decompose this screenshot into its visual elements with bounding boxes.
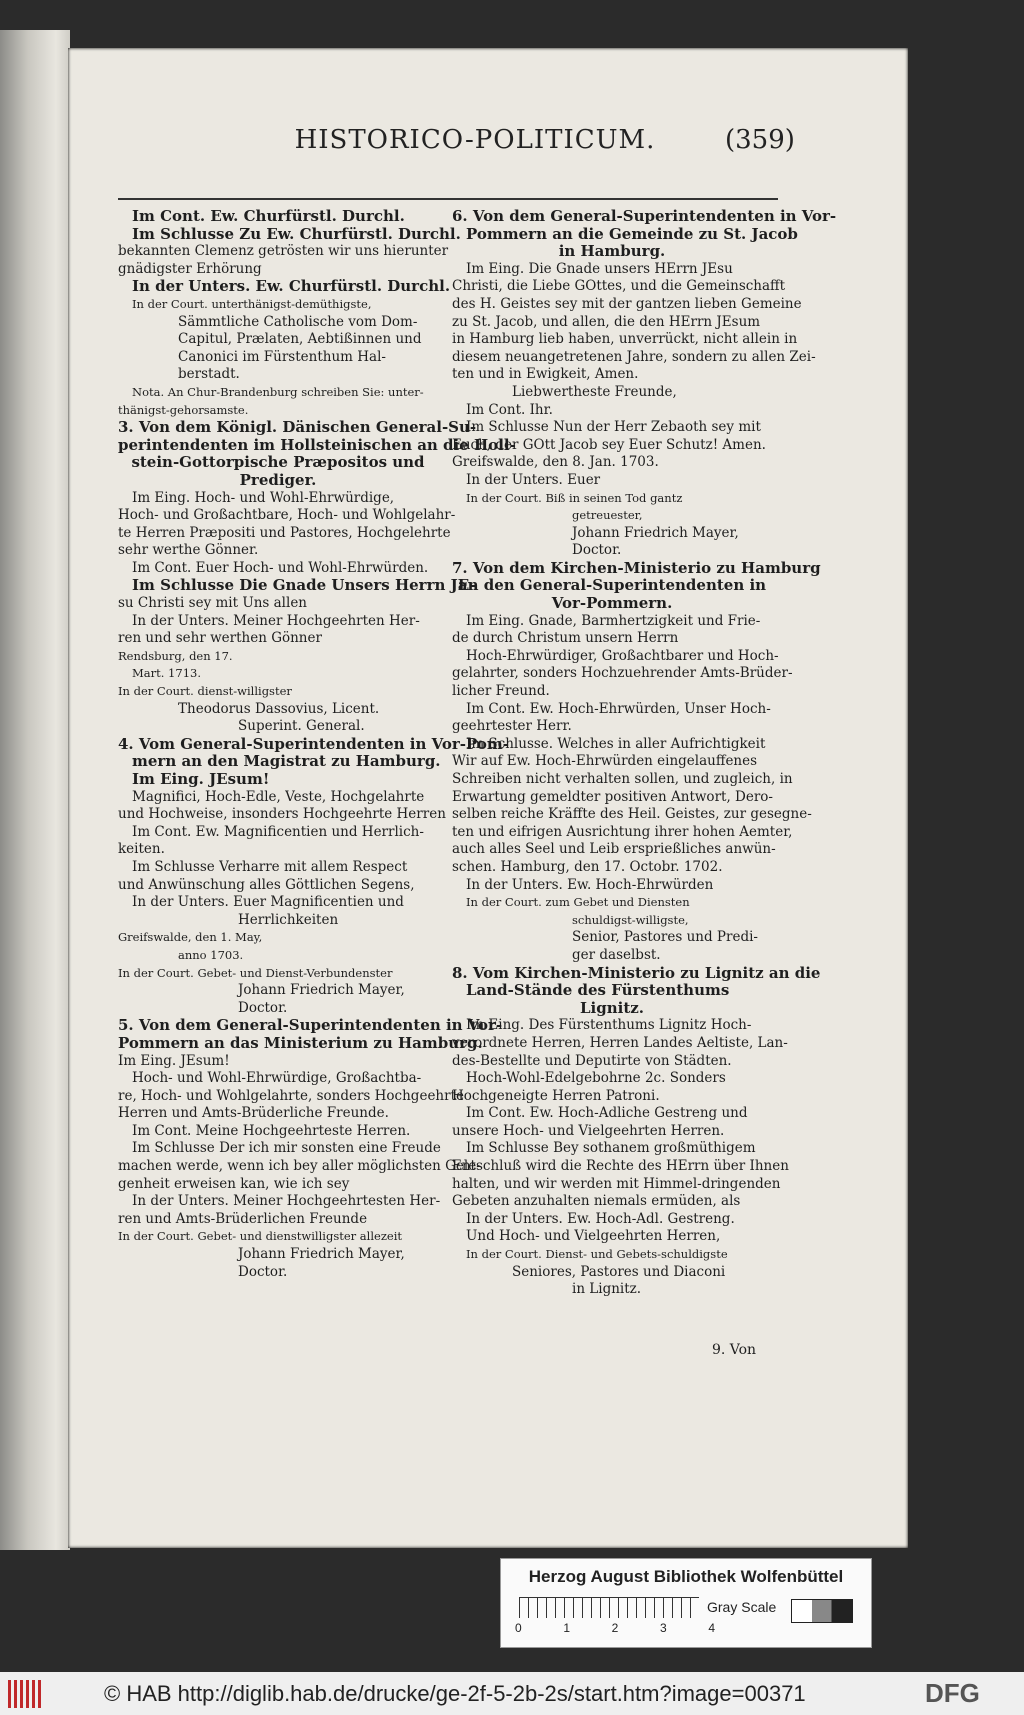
text-line: Im Cont. Ew. Hoch-Ehrwürden, Unser Hoch- — [466, 700, 771, 717]
catchword: 9. Von — [712, 1342, 757, 1358]
text-line: in Lignitz. — [572, 1281, 642, 1298]
book-spine — [0, 30, 70, 1550]
text-line: licher Freund. — [452, 683, 550, 700]
text-line: In der Court. Gebet- und Dienst-Verbundenster — [118, 965, 393, 980]
text-line: Liebwertheste Freunde, — [512, 383, 677, 400]
text-line: Theodorus Dassovius, Licent. — [178, 700, 380, 717]
text-line: Doctor. — [572, 542, 622, 559]
text-line: Im Cont. Ihr. — [466, 401, 553, 418]
text-line: Doctor. — [238, 1263, 288, 1280]
text-line: ger daselbst. — [572, 946, 661, 963]
text-line: Im Eing. Des Fürstenthums Lignitz Hoch- — [466, 1017, 752, 1034]
text-line: Im Eing. JEsum! — [118, 1052, 230, 1069]
text-line: Mart. 1713. — [132, 666, 201, 681]
text-line: Greifswalde, den 8. Jan. 1703. — [452, 454, 659, 471]
text-line: Land-Stände des Fürstenthums — [466, 981, 730, 1000]
text-line: Herrlichkeiten — [238, 911, 339, 928]
text-line: genheit erweisen kan, wie ich sey — [118, 1175, 350, 1192]
text-line: Im Eing. Hoch- und Wohl-Ehrwürdige, — [132, 489, 395, 506]
text-line: In der Unters. Euer — [466, 471, 601, 488]
text-line: ten und eifrigen Ausrichtung ihrer hohen Aemter, — [452, 823, 793, 840]
text-line: ren und Amts-Brüderlichen Freunde — [118, 1210, 368, 1227]
ruler-number: 2 — [611, 1621, 619, 1635]
text-line: Seniores, Pastores und Diaconi — [512, 1263, 726, 1280]
text-line: anno 1703. — [178, 947, 244, 962]
text-line: In der Unters. Ew. Hoch-Adl. Gestreng. — [466, 1210, 735, 1227]
text-line: selben reiche Kräffte des Heil. Geistes, zur gesegne- — [452, 806, 812, 823]
running-head: HISTORICO-POLITICUM. — [294, 125, 656, 155]
text-line: In der Court. zum Gebet und Diensten — [466, 895, 690, 910]
page-number: (359) — [725, 125, 795, 155]
text-line: des H. Geistes sey mit der gantzen lieben Gemeine — [452, 295, 802, 312]
text-line: perintendenten im Hollsteinischen an die Holl- — [118, 435, 516, 454]
text-line: Johann Friedrich Mayer, — [572, 524, 739, 541]
text-line: Im Cont. Euer Hoch- und Wohl-Ehrwürden. — [132, 559, 429, 576]
text-line: In der Unters. Ew. Hoch-Ehrwürden — [466, 876, 714, 893]
text-line: 6. Von dem General-Superintendenten in Vor- — [452, 207, 837, 225]
text-line: Im Eing. Gnade, Barmhertzigkeit und Frie- — [466, 612, 761, 629]
text-line: des-Bestellte und Deputirte von Städten. — [452, 1052, 732, 1069]
text-line: Christi, die Liebe GOttes, und die Gemeinschafft — [452, 278, 786, 295]
text-line: bekannten Clemenz getrösten wir uns hierunter — [118, 243, 449, 260]
text-line: In der Court. Biß in seinen Tod gantz — [466, 490, 683, 505]
text-line: und Hochweise, insonders Hochgeehrte Herren — [118, 806, 446, 823]
text-line: Sämmtliche Catholische vom Dom- — [178, 313, 418, 330]
text-line: schuldigst-willigste, — [572, 912, 689, 927]
text-line: re, Hoch- und Wohlgelahrte, sonders Hochgeehrte — [118, 1087, 464, 1104]
text-line: berstadt. — [178, 366, 240, 383]
text-line: Rendsburg, den 17. — [118, 648, 233, 663]
text-line: machen werde, wenn ich bey aller möglichsten Gele- — [118, 1158, 481, 1175]
library-name: Herzog August Bibliothek Wolfenbüttel — [528, 1567, 844, 1586]
text-line: Erwartung gemeldter positiven Antwort, Dero- — [452, 788, 773, 805]
text-line: In der Court. Gebet- und dienstwilligster allezeit — [118, 1229, 402, 1244]
ruler-numbers — [515, 1621, 715, 1635]
text-line: Greifswalde, den 1. May, — [118, 930, 263, 945]
text-line: In der Court. Dienst- und Gebets-schuldigste — [466, 1247, 728, 1262]
text-line: und Anwünschung alles Göttlichen Segens, — [118, 876, 415, 893]
dfg-logo: DFG — [925, 1678, 980, 1708]
text-line: auch alles Seel und Leib ersprießliches anwün- — [452, 841, 776, 858]
ruler-number: 4 — [708, 1621, 715, 1635]
text-line: Senior, Pastores und Predi- — [572, 929, 758, 946]
ruler-number: 0 — [515, 1621, 522, 1635]
text-line: verordnete Herren, Herren Landes Aeltiste, Lan- — [452, 1034, 788, 1051]
text-line: 3. Von dem Königl. Dänischen General-Su- — [118, 418, 477, 437]
text-line: Gebeten anzuhalten niemals ermüden, als — [452, 1193, 741, 1210]
text-line: sehr werthe Gönner. — [118, 542, 259, 559]
text-line: ten und in Ewigkeit, Amen. — [452, 366, 639, 383]
right-column — [452, 207, 837, 1299]
text-line: getreuester, — [572, 508, 643, 523]
text-line: Im Schlusse Nun der Herr Zebaoth sey mit — [466, 419, 761, 436]
text-line: 7. Von dem Kirchen-Ministerio zu Hamburg — [452, 558, 821, 577]
text-line: Doctor. — [238, 999, 288, 1016]
text-line: Im Cont. Ew. Hoch-Adliche Gestreng und — [466, 1105, 748, 1122]
text-line: Canonici im Fürstenthum Hal- — [178, 348, 386, 365]
footer-bar — [0, 1672, 1024, 1715]
text-line: Im Schlusse Der ich mir sonsten eine Freude — [132, 1140, 441, 1157]
text-line: unsere Hoch- und Vielgeehrten Herren. — [452, 1122, 725, 1139]
text-line: gnädigster Erhörung — [118, 260, 262, 277]
text-line: te Herren Præpositi und Pastores, Hochgelehrte — [118, 524, 451, 541]
text-line: Capitul, Prælaten, Aebtißinnen und — [178, 331, 422, 348]
text-line: Johann Friedrich Mayer, — [238, 1246, 405, 1263]
text-line: de durch Christum unsern Herrn — [452, 630, 679, 647]
text-line: Euch, der GOtt Jacob sey Euer Schutz! Amen. — [452, 436, 766, 453]
text-line: In der Unters. Meiner Hochgeehrtesten Her- — [132, 1193, 441, 1210]
text-line: Entschluß wird die Rechte des HErrn über Ihnen — [452, 1158, 789, 1175]
text-line: Pommern an die Gemeinde zu St. Jacob — [466, 224, 798, 243]
text-line: Superint. General. — [238, 718, 365, 735]
head-rule — [118, 198, 778, 200]
text-line: Im Eing. JEsum! — [132, 770, 270, 788]
text-line: In der Unters. Meiner Hochgeehrten Her- — [132, 612, 420, 629]
source-url[interactable]: © HAB http://diglib.hab.de/drucke/ge-2f-5-2b-2s/start.htm?image=00371 — [104, 1681, 806, 1706]
gray-scale-label: Gray Scale — [707, 1599, 777, 1615]
hab-logo-icon — [8, 1680, 44, 1708]
text-line: Im Schlusse. Welches in aller Aufrichtigkeit — [466, 735, 766, 752]
text-line: In der Unters. Ew. Churfürstl. Durchl. — [132, 277, 451, 296]
text-line: diesem neuangetretenen Jahre, sondern zu allen Zei- — [452, 348, 816, 365]
text-line: an den General-Superintendenten in — [457, 576, 767, 595]
text-line: Im Cont. Meine Hochgeehrteste Herren. — [132, 1122, 411, 1139]
text-line: Pommern an das Ministerium zu Hamburg. — [118, 1033, 483, 1052]
text-line: Im Schlusse Verharre mit allem Respect — [132, 858, 408, 875]
library-label — [500, 1558, 872, 1648]
text-line: geehrtester Herr. — [452, 718, 572, 735]
text-line: halten, und wir werden mit Himmel-dringenden — [452, 1175, 781, 1192]
text-line: In der Unters. Euer Magnificentien und — [132, 894, 404, 911]
text-line: gelahrter, sonders Hochzuehrender Amts-Brüder- — [452, 665, 793, 682]
ruler-number: 3 — [659, 1621, 667, 1635]
text-line: Hochgeneigte Herren Patroni. — [452, 1087, 660, 1104]
text-line: Prediger. — [239, 470, 317, 489]
text-line: mern an den Magistrat zu Hamburg. — [132, 752, 441, 771]
text-line: In der Court. dienst-willigster — [118, 684, 292, 699]
gray-scale-swatch — [791, 1599, 853, 1623]
text-line: Johann Friedrich Mayer, — [238, 982, 405, 999]
text-line: Nota. An Chur-Brandenburg schreiben Sie: unter- — [132, 384, 424, 399]
text-line: Im Schlusse Zu Ew. Churfürstl. Durchl. — [132, 224, 461, 243]
scale-ruler — [519, 1597, 699, 1618]
text-line: 4. Vom General-Superintendenten in Vor-Pom- — [118, 734, 509, 753]
text-line: Herren und Amts-Brüderliche Freunde. — [118, 1105, 389, 1122]
text-line: Hoch- und Großachtbare, Hoch- und Wohlgelahr- — [118, 507, 456, 524]
text-line: ren und sehr werthen Gönner — [118, 630, 322, 647]
text-line: stein-Gottorpische Præpositos und — [131, 453, 425, 472]
text-line: Schreiben nicht verhalten sollen, und zugleich, in — [452, 771, 793, 787]
text-line: Hoch-Wohl-Edelgebohrne 2c. Sonders — [466, 1070, 726, 1087]
text-line: in Hamburg. — [558, 242, 666, 261]
text-line: Magnifici, Hoch-Edle, Veste, Hochgelahrte — [132, 788, 425, 805]
text-line: Im Cont. Ew. Magnificentien und Herrlich- — [132, 823, 424, 840]
text-line: Im Schlusse Die Gnade Unsers Herrn JE- — [132, 576, 476, 595]
text-line: Im Schlusse Bey sothanem großmüthigem — [466, 1140, 756, 1157]
ruler-number: 1 — [563, 1621, 571, 1635]
text-line: Wir auf Ew. Hoch-Ehrwürden eingelauffenes — [452, 753, 758, 770]
text-line: zu St. Jacob, und allen, die den HErrn JEsum — [452, 313, 761, 330]
text-line: Und Hoch- und Vielgeehrten Herren, — [466, 1228, 721, 1245]
text-line: Lignitz. — [579, 998, 644, 1017]
text-line: Hoch-Ehrwürdiger, Großachtbarer und Hoch- — [466, 647, 779, 664]
text-line: Im Cont. Ew. Churfürstl. Durchl. — [132, 207, 405, 225]
text-line: Vor-Pommern. — [551, 594, 673, 613]
text-line: In der Court. unterthänigst-demüthigste, — [132, 296, 372, 311]
text-line: in Hamburg lieb haben, unverrückt, nicht allein in — [452, 331, 798, 348]
text-line: 8. Vom Kirchen-Ministerio zu Lignitz an die — [452, 963, 821, 982]
text-line: Im Eing. Die Gnade unsers HErrn JEsu — [466, 260, 733, 277]
text-line: su Christi sey mit Uns allen — [118, 595, 307, 612]
text-line: thänigst-gehorsamste. — [118, 402, 249, 417]
text-line: 5. Von dem General-Superintendenten in Vor- — [118, 1016, 503, 1035]
text-line: Hoch- und Wohl-Ehrwürdige, Großachtba- — [132, 1070, 422, 1087]
text-line: schen. Hamburg, den 17. Octobr. 1702. — [452, 858, 723, 875]
text-line: keiten. — [118, 841, 165, 858]
